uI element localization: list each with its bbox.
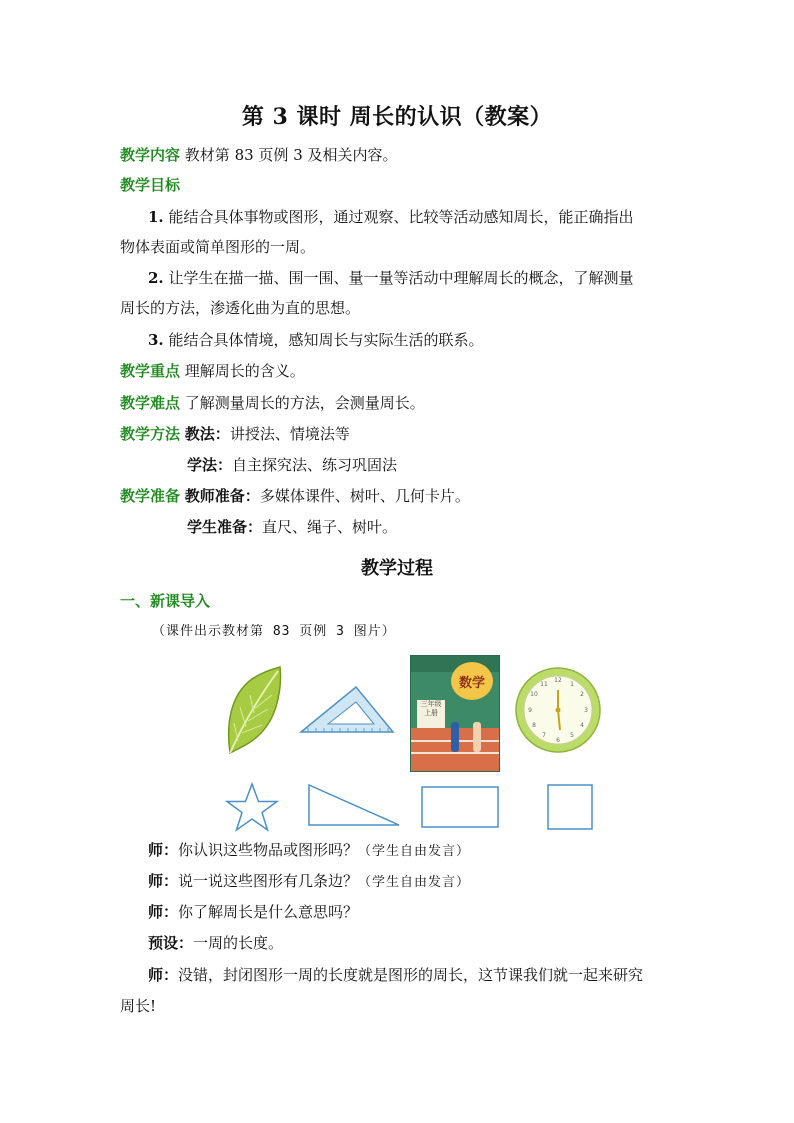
- set-square-image: [298, 684, 396, 736]
- method-label: 教学方法: [120, 425, 181, 443]
- leaf-image: [222, 665, 284, 757]
- prep-student-row: [187, 517, 747, 537]
- closing-speaker: 师：: [148, 966, 179, 984]
- dialog-1-note: （学生自由发言）: [358, 844, 471, 859]
- goal-3-text: 能结合具体情境，感知周长与实际生活的联系。: [168, 331, 484, 349]
- textbook-title: 数学: [458, 676, 485, 691]
- difficulty-row: [120, 393, 680, 413]
- prep-student-label: 学生准备：: [187, 518, 263, 536]
- dialog-2-note: （学生自由发言）: [358, 875, 471, 890]
- prep-teacher-label: 教师准备：: [184, 487, 260, 505]
- goal-1-line1: [148, 207, 708, 227]
- dialog-4-text: 一周的长度。: [193, 934, 284, 952]
- prep-row: [120, 486, 680, 506]
- method-learn-row: [187, 455, 747, 475]
- method-row: [120, 424, 680, 444]
- closing-text: 没错，封闭图形一周的长度就是图形的周长，这节课我们就一起来研究: [178, 966, 644, 984]
- dialog-line-1: [148, 840, 708, 862]
- svg-text:8: 8: [532, 722, 536, 729]
- svg-text:2: 2: [580, 691, 584, 698]
- right-triangle-shape: [306, 782, 402, 828]
- method-teach-text: 讲授法、情境法等: [229, 425, 350, 443]
- closing-line-1: [148, 965, 708, 985]
- svg-text:12: 12: [554, 677, 562, 684]
- goal-3-num: 3.: [148, 331, 164, 349]
- dialog-2-speaker: 师：: [148, 872, 179, 890]
- section1-note: （课件出示教材第 83 页例 3 图片）: [152, 624, 396, 639]
- goal-1-text: 能结合具体事物或图形，通过观察、比较等活动感知周长，能正确指出: [168, 208, 634, 226]
- svg-text:11: 11: [540, 681, 548, 688]
- square-shape: [546, 783, 594, 831]
- prep-student-text: 直尺、绳子、树叶。: [262, 518, 398, 536]
- page-title: 第 3 课时 周长的认识（教案）: [241, 104, 553, 130]
- textbook-figure-boy: [451, 722, 459, 752]
- goal-3-line1: [148, 330, 708, 350]
- svg-text:10: 10: [530, 691, 538, 698]
- dialog-3-text: 你了解周长是什么意思吗？: [178, 903, 359, 921]
- clock-image: [514, 666, 602, 754]
- svg-text:5: 5: [570, 732, 574, 739]
- svg-text:6: 6: [556, 737, 560, 744]
- prep-teacher-text: 多媒体课件、树叶、几何卡片。: [259, 487, 470, 505]
- textbook-volume: 上册: [424, 709, 438, 717]
- svg-text:9: 9: [528, 707, 532, 714]
- prep-label: 教学准备: [120, 487, 181, 505]
- content-text: 教材第 83 页例 3 及相关内容。: [184, 146, 398, 164]
- content-row: [120, 145, 680, 165]
- goal-2-text: 让学生在描一描、围一围、量一量等活动中理解周长的概念，了解测量: [168, 269, 634, 287]
- svg-text:3: 3: [584, 707, 588, 714]
- star-shape: [224, 782, 280, 832]
- dialog-line-3: [148, 902, 708, 922]
- goal-2-num: 2.: [148, 269, 164, 287]
- difficulty-label: 教学难点: [120, 394, 181, 412]
- dialog-3-speaker: 师：: [148, 903, 179, 921]
- method-learn-text: 自主探究法、练习巩固法: [232, 456, 398, 474]
- textbook-figure-girl: [473, 722, 481, 752]
- dialog-line-4: [148, 933, 708, 953]
- process-title: 教学过程: [361, 558, 433, 579]
- method-learn-label: 学法：: [187, 456, 233, 474]
- closing-line-2: 周长!: [120, 997, 157, 1015]
- svg-text:4: 4: [580, 722, 584, 729]
- textbook-track-line: [411, 752, 499, 754]
- key-point-text: 理解周长的含义。: [184, 362, 305, 380]
- goal-1-line2: 物体表面或简单图形的一周。: [120, 238, 316, 256]
- textbook-grade: 三年级: [420, 700, 442, 708]
- textbook-image: [410, 655, 500, 772]
- dialog-1-text: 你认识这些物品或图形吗？: [178, 841, 359, 859]
- difficulty-text: 了解测量周长的方法，会测量周长。: [184, 394, 425, 412]
- dialog-1-speaker: 师：: [148, 841, 179, 859]
- key-point-row: [120, 361, 680, 381]
- content-label: 教学内容: [120, 146, 181, 164]
- svg-text:7: 7: [542, 732, 546, 739]
- rectangle-shape: [420, 785, 500, 829]
- goal-2-line1: [148, 268, 708, 288]
- section1-heading: 一、新课导入: [120, 592, 211, 610]
- goals-label: 教学目标: [120, 176, 181, 194]
- goal-1-num: 1.: [148, 208, 164, 226]
- goal-2-line2: 周长的方法，渗透化曲为直的思想。: [120, 299, 361, 317]
- dialog-line-2: [148, 871, 708, 893]
- svg-text:1: 1: [570, 681, 574, 688]
- method-teach-label: 教法：: [184, 425, 230, 443]
- key-point-label: 教学重点: [120, 362, 181, 380]
- textbook-grade-box: [417, 700, 445, 728]
- dialog-4-speaker: 预设：: [148, 934, 194, 952]
- dialog-2-text: 说一说这些图形有几条边？: [178, 872, 359, 890]
